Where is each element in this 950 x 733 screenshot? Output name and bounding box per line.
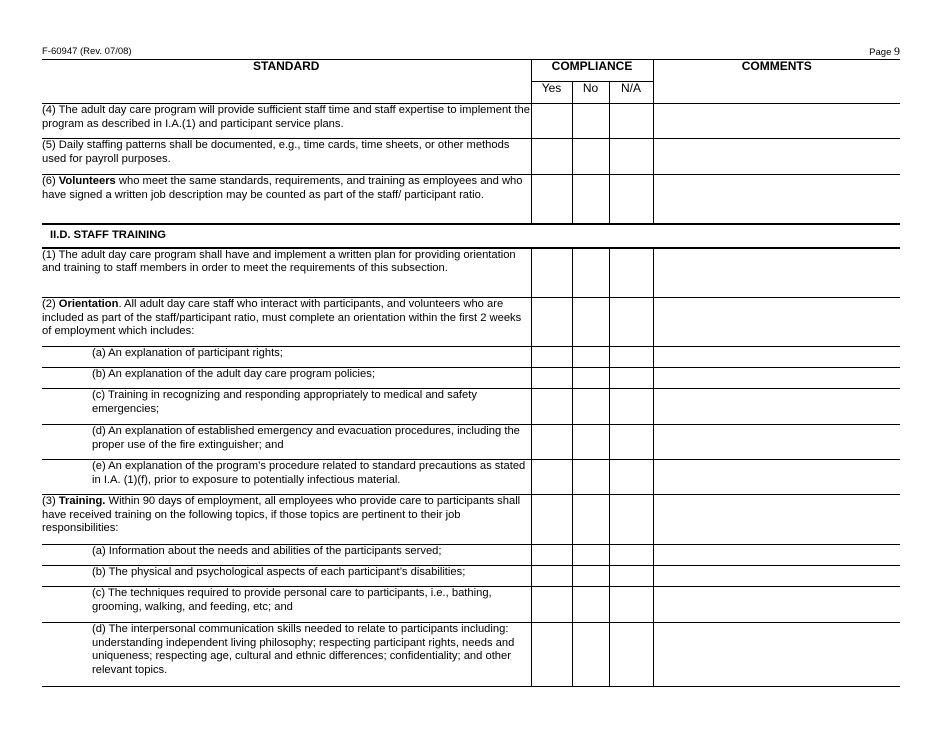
- na-cell[interactable]: [609, 104, 653, 139]
- na-cell[interactable]: [609, 298, 653, 347]
- table-row: [42, 298, 900, 347]
- standard-text: [42, 298, 531, 347]
- comments-cell[interactable]: [653, 587, 900, 623]
- item-number: (2): [42, 298, 59, 310]
- standard-text: (d) The interpersonal communication skills needed to relate to participants including: understanding independent living philosophy; respecting participant rights, needs and uniqueness; respecting age, cultural and ethnic differences; confidentiality; and other relevant topics.: [42, 623, 531, 687]
- standard-text: (d) An explanation of established emergency and evacuation procedures, including the proper use of the fire extinguisher; and: [42, 425, 531, 460]
- comments-cell[interactable]: [653, 545, 900, 566]
- item-text: Within 90 days of employment, all employees who provide care to participants shall have received training on the following topics, if those topics are pertinent to their job responsibilities:: [42, 495, 521, 535]
- section-header-row: [42, 224, 900, 248]
- na-cell[interactable]: [609, 587, 653, 623]
- standard-text: (c) The techniques required to provide personal care to participants, i.e., bathing, grooming, walking, and feeding, etc; and: [42, 587, 531, 623]
- na-cell[interactable]: [609, 248, 653, 298]
- standard-text: (1) The adult day care program shall have and implement a written plan for providing orientation and training to staff members in order to meet the requirements of this subsection.: [42, 248, 531, 298]
- yes-cell[interactable]: [531, 298, 572, 347]
- table-row: [42, 623, 900, 687]
- item-number: (3): [42, 495, 59, 507]
- standard-text: (e) An explanation of the program’s procedure related to standard precautions as stated in I.A. (1)(f), prior to exposure to potentially infectious material.: [42, 460, 531, 495]
- na-cell[interactable]: [609, 460, 653, 495]
- comments-cell[interactable]: [653, 623, 900, 687]
- no-column-header: No: [572, 82, 609, 104]
- item-heading: Orientation: [58, 298, 119, 310]
- table-row: [42, 566, 900, 587]
- no-cell[interactable]: [572, 139, 609, 175]
- item-text: who meet the same standards, requirements, and training as employees and who have signed a written job description may be counted as part of the staff/ participant ratio.: [42, 175, 523, 201]
- yes-cell[interactable]: [531, 623, 572, 687]
- page-number: [869, 44, 900, 59]
- no-cell[interactable]: [572, 389, 609, 425]
- na-cell[interactable]: [609, 368, 653, 389]
- standard-text: (c) Training in recognizing and responding appropriately to medical and safety emergencies;: [42, 389, 531, 425]
- table-row: [42, 347, 900, 368]
- na-cell[interactable]: [609, 623, 653, 687]
- standard-text: [42, 175, 531, 224]
- form-id: F-60947 (Rev. 07/08): [42, 46, 132, 57]
- no-cell[interactable]: [572, 104, 609, 139]
- page-prefix: Page: [869, 47, 892, 58]
- no-cell[interactable]: [572, 425, 609, 460]
- compliance-table: [42, 59, 900, 687]
- table-row: [42, 368, 900, 389]
- section-title: II.D. STAFF TRAINING: [42, 224, 900, 248]
- yes-cell[interactable]: [531, 104, 572, 139]
- yes-cell[interactable]: [531, 175, 572, 224]
- comments-cell[interactable]: [653, 495, 900, 545]
- na-column-header: N/A: [609, 82, 653, 104]
- table-row: [42, 495, 900, 545]
- no-cell[interactable]: [572, 587, 609, 623]
- standard-text: (b) The physical and psychological aspects of each participant’s disabilities;: [42, 566, 531, 587]
- item-text: . All adult day care staff who interact with participants, and volunteers who are included as part of the staff/participant ratio, must complete an orientation within the first 2 weeks of employment which includes:: [42, 298, 522, 338]
- table-row: [42, 460, 900, 495]
- no-cell[interactable]: [572, 460, 609, 495]
- yes-cell[interactable]: [531, 248, 572, 298]
- yes-cell[interactable]: [531, 495, 572, 545]
- yes-cell[interactable]: [531, 425, 572, 460]
- no-cell[interactable]: [572, 566, 609, 587]
- no-cell[interactable]: [572, 298, 609, 347]
- table-row: [42, 104, 900, 139]
- na-cell[interactable]: [609, 545, 653, 566]
- na-cell[interactable]: [609, 495, 653, 545]
- standard-text: [42, 495, 531, 545]
- yes-cell[interactable]: [531, 566, 572, 587]
- comments-cell[interactable]: [653, 566, 900, 587]
- yes-cell[interactable]: [531, 368, 572, 389]
- table-row: [42, 248, 900, 298]
- comments-cell[interactable]: [653, 347, 900, 368]
- table-row: [42, 425, 900, 460]
- comments-cell[interactable]: [653, 139, 900, 175]
- standard-text: (4) The adult day care program will provide sufficient staff time and staff expertise to implement the program as described in I.A.(1) and participant service plans.: [42, 104, 531, 139]
- no-cell[interactable]: [572, 623, 609, 687]
- comments-cell[interactable]: [653, 175, 900, 224]
- comments-cell[interactable]: [653, 425, 900, 460]
- yes-cell[interactable]: [531, 545, 572, 566]
- no-cell[interactable]: [572, 545, 609, 566]
- table-row: [42, 545, 900, 566]
- comments-cell[interactable]: [653, 248, 900, 298]
- comments-cell[interactable]: [653, 104, 900, 139]
- no-cell[interactable]: [572, 495, 609, 545]
- no-cell[interactable]: [572, 368, 609, 389]
- no-cell[interactable]: [572, 175, 609, 224]
- na-cell[interactable]: [609, 175, 653, 224]
- table-row: [42, 587, 900, 623]
- standard-text: (a) An explanation of participant rights;: [42, 347, 531, 368]
- na-cell[interactable]: [609, 425, 653, 460]
- yes-column-header: Yes: [531, 82, 572, 104]
- yes-cell[interactable]: [531, 139, 572, 175]
- table-row: [42, 139, 900, 175]
- standard-text: (5) Daily staffing patterns shall be documented, e.g., time cards, time sheets, or other methods used for payroll purposes.: [42, 139, 531, 175]
- no-cell[interactable]: [572, 248, 609, 298]
- na-cell[interactable]: [609, 139, 653, 175]
- comments-cell[interactable]: [653, 368, 900, 389]
- yes-cell[interactable]: [531, 587, 572, 623]
- standard-text: (a) Information about the needs and abilities of the participants served;: [42, 545, 531, 566]
- comments-cell[interactable]: [653, 389, 900, 425]
- item-number: (6): [42, 175, 59, 187]
- standard-text: (b) An explanation of the adult day care program policies;: [42, 368, 531, 389]
- item-heading: Training.: [58, 495, 106, 507]
- na-cell[interactable]: [609, 566, 653, 587]
- na-cell[interactable]: [609, 389, 653, 425]
- item-heading: Volunteers: [58, 175, 116, 187]
- comments-cell[interactable]: [653, 460, 900, 495]
- yes-cell[interactable]: [531, 460, 572, 495]
- no-cell[interactable]: [572, 347, 609, 368]
- page-number-value: 9: [894, 44, 900, 58]
- table-row: [42, 175, 900, 224]
- yes-cell[interactable]: [531, 389, 572, 425]
- table-row: [42, 389, 900, 425]
- comments-column-header: COMMENTS: [653, 60, 900, 104]
- yes-cell[interactable]: [531, 347, 572, 368]
- na-cell[interactable]: [609, 347, 653, 368]
- comments-cell[interactable]: [653, 298, 900, 347]
- standard-column-header: STANDARD: [42, 60, 531, 104]
- compliance-column-header: COMPLIANCE: [531, 60, 653, 82]
